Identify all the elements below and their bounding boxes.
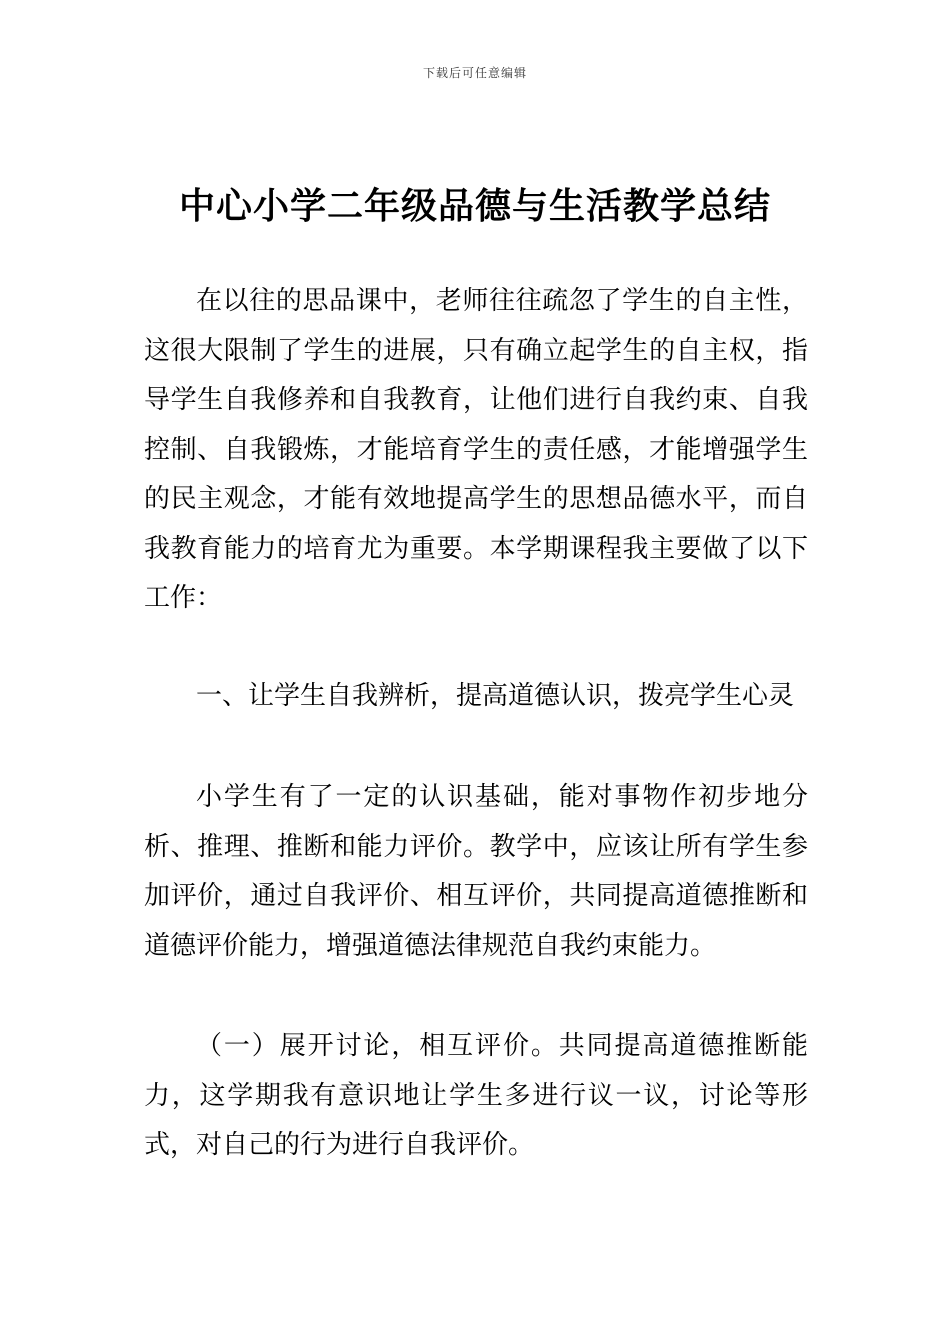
- header-note: 下载后可任意编辑: [422, 66, 527, 80]
- document-title: 中心小学二年级品德与生活教学总结: [178, 186, 771, 227]
- section-heading-1: 一、让学生自我辨析，提高道德认识，拨亮学生心灵: [196, 681, 795, 711]
- paragraph-intro: 在以往的思品课中，老师往往疏忽了学生的自主性，这很大限制了学生的进展，只有确立起学生的自主权，指导学生自我修养和自我教育，让他们进行自我约束、自我控制、自我锻炼，才能培育学生的责任感，才能增强学生的民主观念，才能有效地提高学生的思想品德水平，而自我教育能力的培育尤为重要。本学期课程我主要做了以下工作：: [144, 286, 808, 613]
- paragraph-subsection-1: （一）展开讨论，相互评价。共同提高道德推断能力，这学期我有意识地让学生多进行议一议，讨论等形式，对自己的行为进行自我评价。: [144, 1031, 808, 1160]
- paragraph-section-1: 小学生有了一定的认识基础，能对事物作初步地分析、推理、推断和能力评价。教学中，应该让所有学生参加评价，通过自我评价、相互评价，共同提高道德推断和道德评价能力，增强道德法律规范自我约束能力。: [144, 782, 808, 961]
